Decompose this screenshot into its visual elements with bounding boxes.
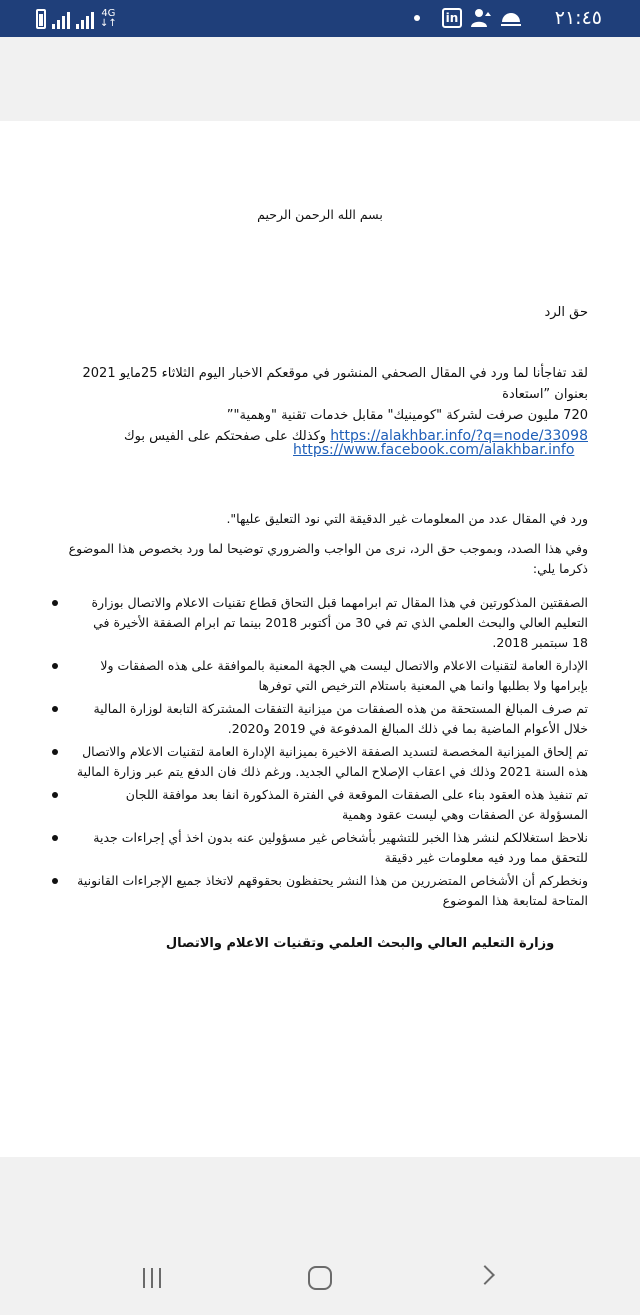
clarification-list [48, 593, 588, 914]
home-icon[interactable] [308, 1266, 332, 1290]
status-right-icons [414, 8, 522, 28]
facebook-link-line [293, 442, 574, 458]
person-icon [470, 8, 492, 28]
network-type-label [100, 9, 117, 29]
bullet-icon [52, 878, 58, 884]
list-item-text: نلاحظ استغلالكم لنشر هذا الخبر للتشهير بأشخاص غير مسؤولين عنه بدون اخذ أي إجراءات جدية للتحقق مما ورد فيه معلومات غير دقيقة [93, 830, 588, 865]
bullet-icon [52, 792, 58, 798]
network-type-text: 4G [101, 8, 116, 19]
facebook-link[interactable]: https://www.facebook.com/alakhbar.info [293, 442, 575, 458]
clock: ٢١:٤٥ [554, 7, 602, 29]
bullet-icon [52, 600, 58, 606]
list-item-text: تم صرف المبالغ المستحقة من هذه الصفقات من ميزانية التفقات المشتركة التابعة لوزارة المالية خلال الأعوام الماضية بما في ذلك المبالغ المدفوعة في 2019 و2020. [93, 701, 588, 736]
list-item [48, 828, 588, 868]
intro-paragraph [48, 363, 588, 447]
list-item-text: تم إلحاق الميزانية المخصصة لتسديد الصفقة الاخيرة بميزانية الإدارة العامة لتقنيات الاعلام والاتصال هذه السنة 2021 وذلك في اعقاب الإصلاح المالي الجديد. ورغم ذلك فان الدفع يتم عبر وزارة المالية [76, 744, 588, 779]
list-item-text: ونخطركم أن الأشخاص المتضررين من هذا النشر يحتفظون بحقوقهم لاتخاذ جميع الإجراءات القانونية المتاحة لمتابعة هذا الموضوع [77, 873, 588, 908]
status-bar [0, 0, 640, 37]
recents-icon[interactable] [143, 1268, 161, 1288]
list-item-text: الإدارة العامة لتقنيات الاعلام والاتصال ليست هي الجهة المعنية بالموافقة على هذه الصفقات ولا بإبرامها ولا بطلبها وانما هي المعنية باستلام الترخيص التي توفرها [100, 658, 588, 693]
linkedin-icon: in [442, 8, 462, 28]
list-item [48, 785, 588, 825]
list-item [48, 699, 588, 739]
bullet-icon [52, 835, 58, 841]
list-item-text: تم تنفيذ هذه العقود بناء على الصفقات الموقعة في الفترة المذكورة انفا بعد موافقة اللجان المسؤولة عن الصفقات وهي ليست عقود وهمية [125, 787, 588, 822]
bullet-icon [52, 749, 58, 755]
intro-line-1: لقد تفاجأنا لما ورد في المقال الصحفي المنشور في موقعكم الاخبار اليوم الثلاثاء 25مايو 2021 بعنوان ”استعادة [82, 366, 588, 402]
document-page [0, 121, 640, 1157]
status-left-group [36, 9, 117, 29]
bullet-icon [52, 663, 58, 669]
ministry-signature: وزارة التعليم العالي والبحث العلمي وتقنيات الاعلام والاتصال [165, 936, 555, 951]
signal-icon [52, 11, 70, 29]
navigation-bar [0, 1228, 640, 1315]
data-arrows-icon: ↓↑ [100, 18, 117, 29]
reply-title: حق الرد [544, 305, 588, 320]
back-icon[interactable] [475, 1265, 495, 1285]
clarification-paragraph: وفي هذا الصدد، وبموجب حق الرد، نرى من الواجب والضروري توضيحا لما ورد بخصوص هذا الموضوع ذكرما يلي: [68, 541, 588, 576]
bullet-icon [52, 706, 58, 712]
list-item-text: الصفقتين المذكورتين في هذا المقال تم ابرامهما قبل التحاق قطاع تقنيات الاعلام والاتصال بوزارة التعليم العالي والبحث العلمي الذي تم في 30 من أكتوبر 2018 بينما تم ابرام الصفقة الأخيرة في 18 سبتمبر 2018. [91, 595, 588, 650]
list-item [48, 656, 588, 696]
list-item [48, 871, 588, 911]
article-link[interactable]: https://alakhbar.info/?q=node/33098 [330, 428, 588, 444]
intro-after-link: وكذلك على صفحتكم على الفيس بوك [123, 429, 331, 444]
battery-icon [36, 9, 46, 29]
list-item [48, 742, 588, 782]
signal-icon [76, 11, 94, 29]
basmala: بسم الله الرحمن الرحيم [257, 207, 383, 222]
list-item [48, 593, 588, 653]
comment-paragraph: ورد في المقال عدد من المعلومات غير الدقيقة التي نود التعليق عليها". [226, 511, 588, 526]
notification-dot-icon [414, 15, 420, 21]
intro-line-2: 720 مليون صرفت لشركة "كومينيك" مقابل خدمات تقنية "وهمية"” [226, 408, 588, 423]
weather-icon [500, 8, 522, 28]
